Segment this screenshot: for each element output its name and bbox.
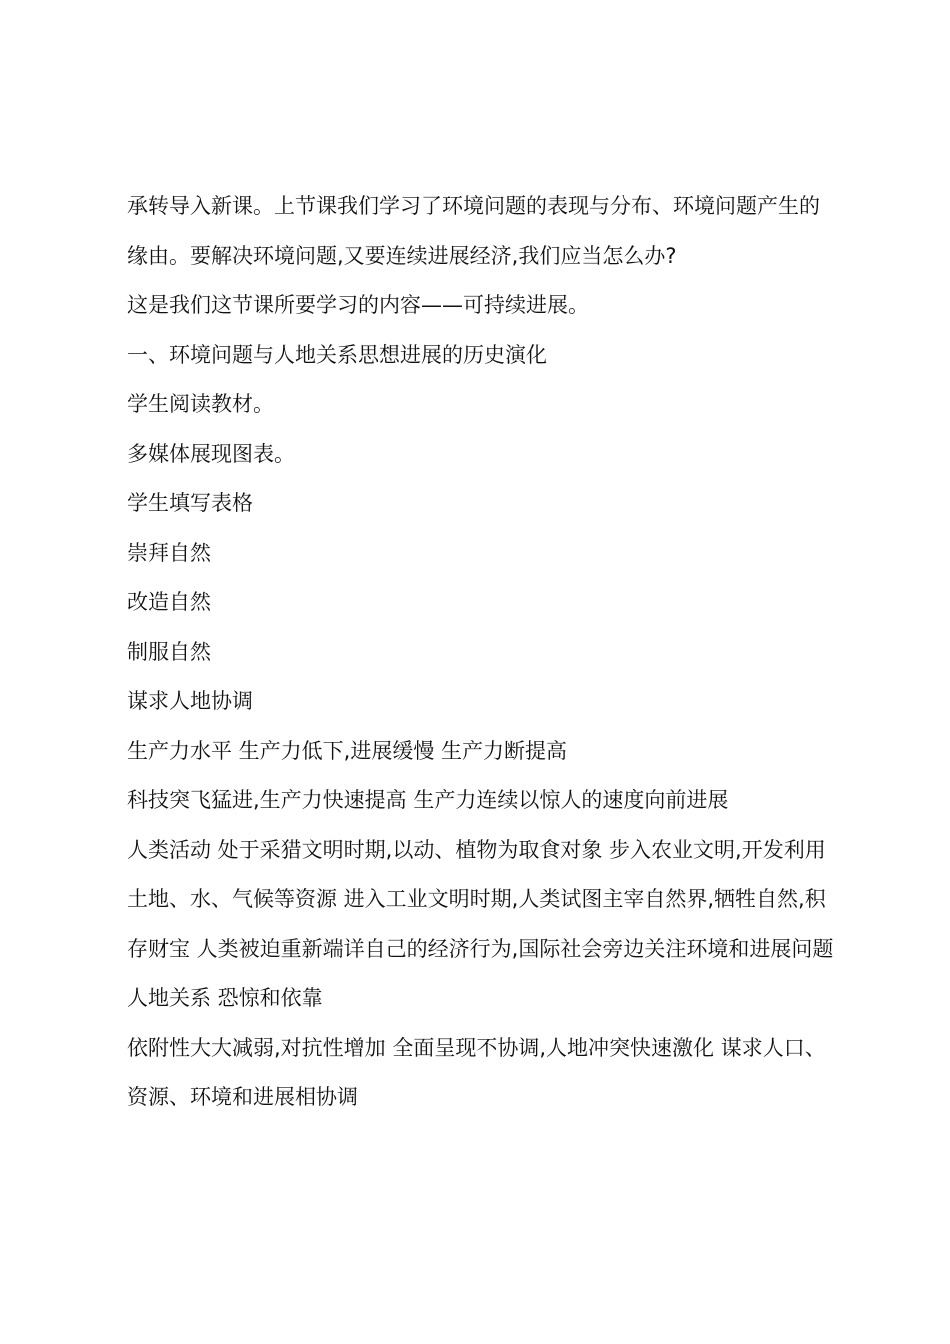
row-human-activity: 人类活动 处于采猎文明时期,以动、植物为取食对象 步入农业文明,开发利用土地、水、气候等资源 进入工业文明时期,人类试图主宰自然界,牺牲自然,积存财宝 人类被迫重新端详自己的经济行为,国际社会旁边关注环境和进展问题 (127, 837, 834, 961)
paragraph-fill-table: 学生填写表格 (127, 491, 253, 515)
paragraph-read: 学生阅读教材。 (127, 392, 274, 416)
stage-worship-nature: 崇拜自然 (127, 540, 211, 565)
stage-transform-nature: 改造自然 (127, 590, 211, 614)
row-human-land-relation: 人地关系 恐惊和依靠 (127, 986, 323, 1010)
paragraph-intro: 承转导入新课。上节课我们学习了环境问题的表现与分布、环境问题产生的缘由。要解决环境问题,又要连续进展经济,我们应当怎么办? (127, 194, 820, 268)
stage-harmony: 谋求人地协调 (127, 689, 253, 713)
paragraph-topic: 这是我们这节课所要学习的内容——可持续进展。 (127, 293, 589, 317)
row-human-land-relation-continued: 依附性大大减弱,对抗性增加 全面呈现不协调,人地冲突快速激化 谋求人口、资源、环境和进展相协调 (127, 1035, 826, 1109)
row-productivity-continued: 科技突飞猛进,生产力快速提高 生产力连续以惊人的速度向前进展 (127, 788, 729, 812)
row-productivity: 生产力水平 生产力低下,进展缓慢 生产力断提高 (127, 738, 568, 763)
stage-conquer-nature: 制服自然 (127, 639, 211, 664)
section-heading: 一、环境问题与人地关系思想进展的历史演化 (127, 342, 547, 367)
document-body (127, 182, 837, 1123)
paragraph-multimedia: 多媒体展现图表。 (127, 441, 295, 466)
